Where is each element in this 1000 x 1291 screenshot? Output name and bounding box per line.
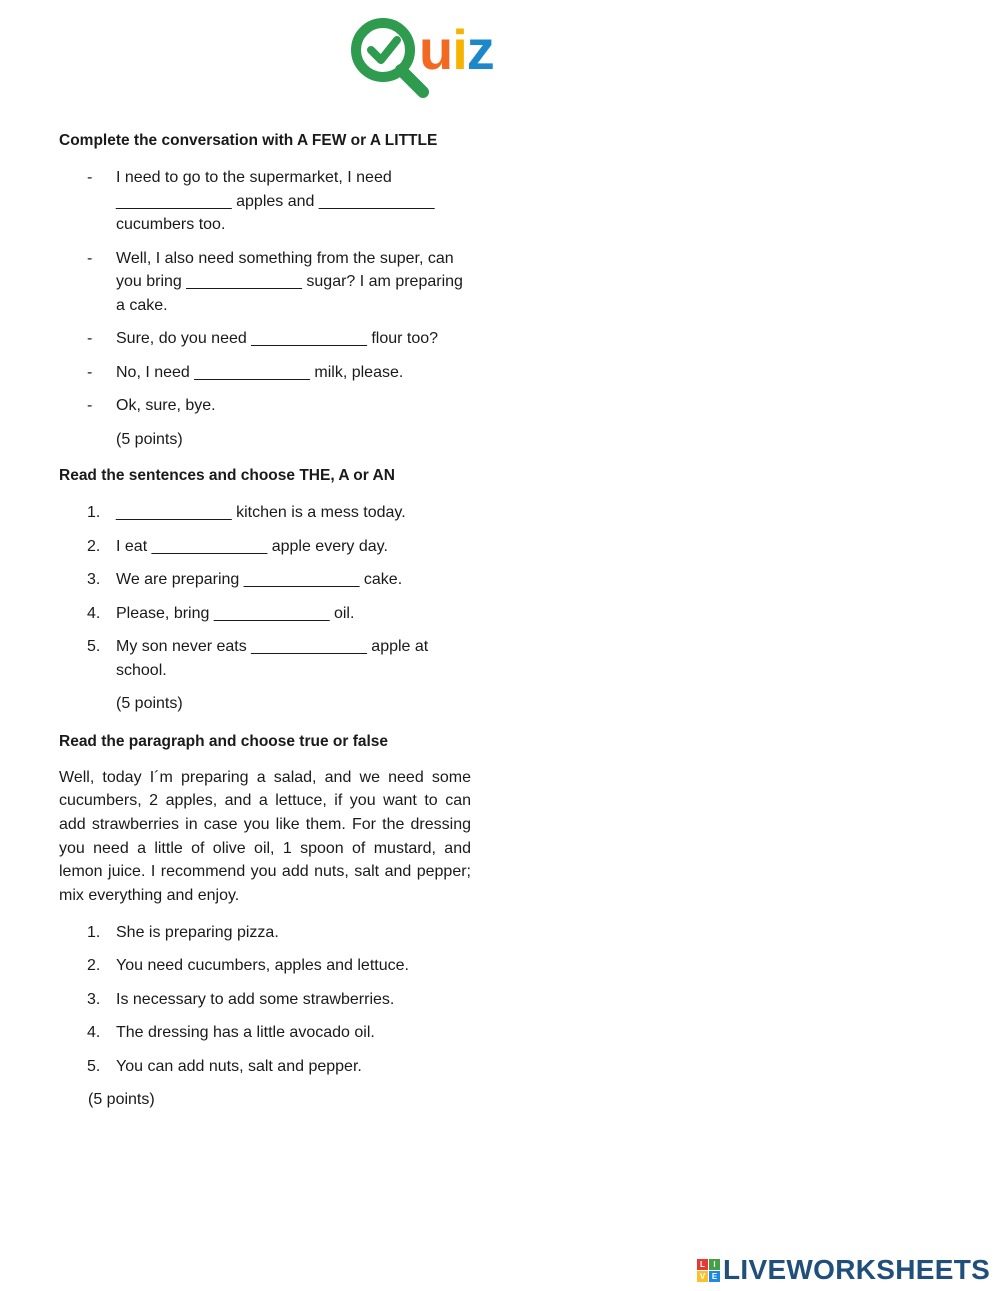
item-number: 2. [87,537,101,555]
list-item: 1. She is preparing pizza. [59,921,471,945]
dash-marker: - [87,363,93,381]
item-number: 1. [87,923,101,941]
list-item: - I need to go to the supermarket, I need _____________ apples and _____________ cucumbers too. [59,166,471,237]
liveworksheets-logo [697,1252,990,1288]
section1-list [59,166,471,418]
list-item: 3. Is necessary to add some strawberries. [59,988,471,1012]
section1-points: (5 points) [116,430,183,448]
list-item: - No, I need _____________ milk, please. [59,361,471,385]
dash-marker: - [87,249,93,267]
list-item: 4. The dressing has a little avocado oil. [59,1021,471,1045]
list-item: - Sure, do you need _____________ flour too? [59,327,471,351]
worksheet-content [59,128,471,1112]
list-item: 3. We are preparing _____________ cake. [59,568,471,592]
section3-list [59,921,471,1079]
item-number: 5. [87,1057,101,1075]
section2-points: (5 points) [116,695,183,712]
liveworksheets-blocks-icon: L I V E [697,1259,720,1282]
dash-marker: - [87,397,93,414]
reading-paragraph: Well, today I´m preparing a salad, and we need some cucumbers, 2 apples, and a lettuce, if you want to can add strawberries in case you like them. For the dressing you need a little of olive oil, 1 spoon of mustard, and lemon juice. I recommend you add nuts, salt and pepper; mix everything and enjoy. [59,768,471,905]
list-item: 5. My son never eats _____________ apple at school. [59,635,471,682]
list-item: - Well, I also need something from the super, can you bring _____________ sugar? I am preparing a cake. [59,247,471,318]
item-number: 4. [87,604,101,622]
section2-list [59,501,471,682]
item-number: 3. [87,571,101,588]
section3-points: (5 points) [88,1091,155,1109]
list-item: 2. You need cucumbers, apples and lettuce. [59,954,471,978]
list-item: 5. You can add nuts, salt and pepper. [59,1055,471,1079]
list-item: 1. _____________ kitchen is a mess today. [59,501,471,525]
section3-title: Read the paragraph and choose true or false [59,732,389,750]
logo-letter-u: u [419,18,453,81]
logo-letters [419,20,494,80]
logo-letter-z: z [466,18,494,81]
dash-marker: - [87,169,93,186]
item-number: 4. [87,1024,101,1042]
list-item: - Ok, sure, bye. [59,394,471,418]
list-item: 4. Please, bring _____________ oil. [59,602,471,626]
logo-letter-i: i [452,18,467,81]
item-number: 1. [87,504,101,521]
section2-title: Read the sentences and choose THE, A or AN [59,467,395,484]
section1-title: Complete the conversation with A FEW or A LITTLE [59,132,438,149]
item-number: 2. [87,957,101,975]
dash-marker: - [87,330,93,347]
quiz-logo [347,14,522,98]
brand-name: LIVEWORKSHEETS [723,1254,991,1285]
list-item: 2. I eat _____________ apple every day. [59,535,471,559]
item-number: 3. [87,990,101,1008]
item-number: 5. [87,638,101,655]
